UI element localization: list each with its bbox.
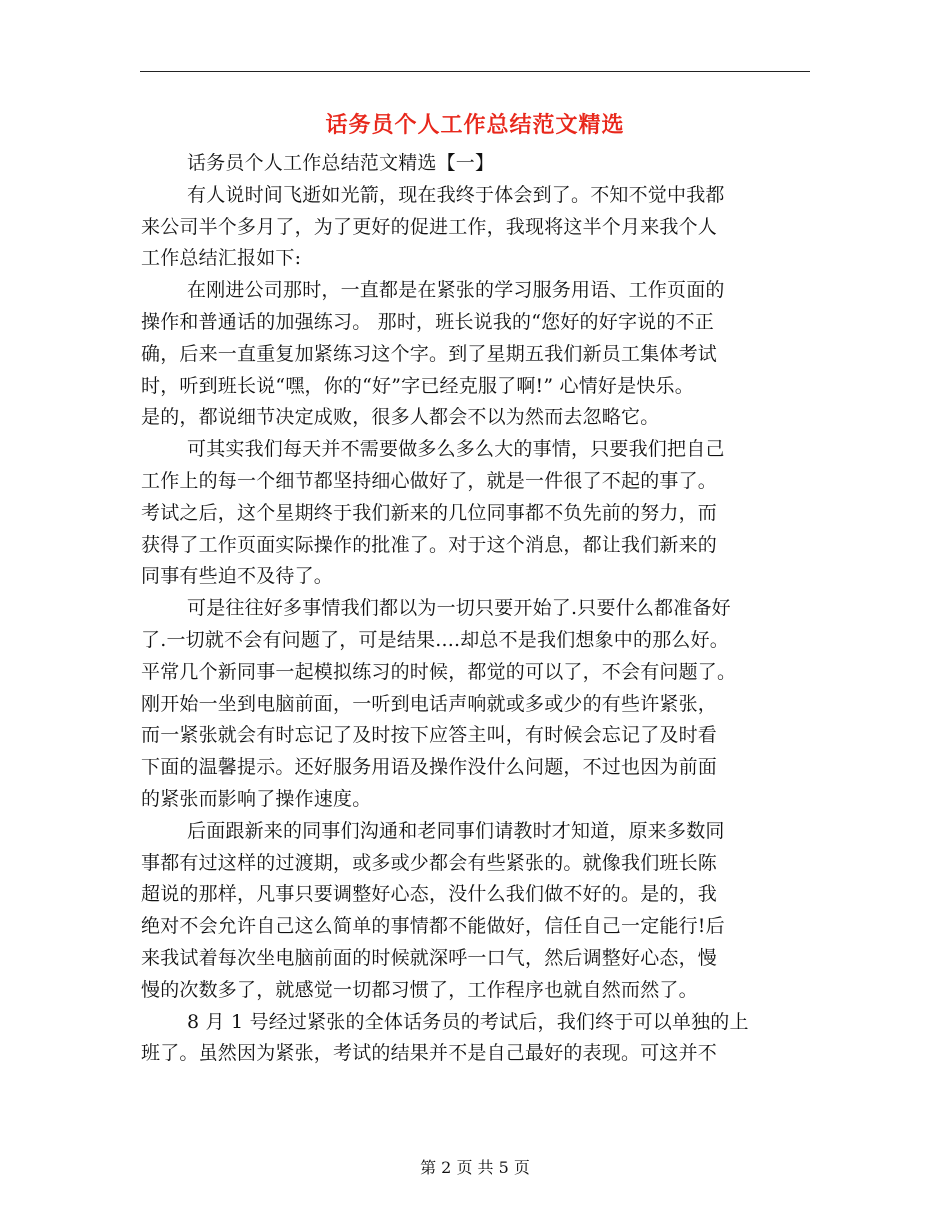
text-line: 绝对不会允许自己这么简单的事情都不能做好，信任自己一定能行!后	[141, 915, 725, 938]
text-line: 是的，都说细节决定成败，很多人都会不以为然而去忽略它。	[141, 406, 660, 429]
text-line: 班了。虽然因为紧张，考试的结果并不是自己最好的表现。可这并不	[141, 1042, 718, 1065]
text-line: 可其实我们每天并不需要做多么多么大的事情，只要我们把自己	[187, 438, 725, 461]
text-line: 时，听到班长说“嘿，你的“好”字已经克服了啊!” 心情好是快乐。	[141, 374, 694, 397]
text-line: 了.一切就不会有问题了，可是结果....却总不是我们想象中的那么好。	[141, 628, 729, 651]
text-line: 在刚进公司那时，一直都是在紧张的学习服务用语、工作页面的	[187, 279, 725, 302]
text-line: 来公司半个多月了，为了更好的促进工作，我现将这半个月来我个人	[141, 215, 718, 238]
text-line: 下面的温馨提示。还好服务用语及操作没什么问题，不过也因为前面	[141, 756, 718, 779]
text-line: 工作上的每一个细节都坚持细心做好了，就是一件很了不起的事了。	[141, 469, 718, 492]
text-line: 考试之后，这个星期终于我们新来的几位同事都不负先前的努力，而	[141, 501, 718, 524]
text-line: 后面跟新来的同事们沟通和老同事们请教时才知道，原来多数同	[187, 819, 725, 842]
text-line: 超说的那样，凡事只要调整好心态，没什么我们做不好的。是的，我	[141, 883, 718, 906]
text-line: 同事有些迫不及待了。	[141, 565, 334, 588]
text-line: 话务员个人工作总结范文精选【一】	[187, 152, 495, 174]
text-line: 工作总结汇报如下:	[141, 247, 302, 270]
header-rule	[140, 71, 810, 72]
text-line: 有人说时间飞逝如光箭，现在我终于体会到了。不知不觉中我都	[187, 183, 725, 206]
page-number-footer: 第 2 页 共 5 页	[420, 1158, 530, 1177]
text-line: 操作和普通话的加强练习。 那时，班长说我的“您好的好字说的不正	[141, 310, 714, 333]
text-line: 平常几个新同事一起模拟练习的时候，都觉的可以了，不会有问题了。	[141, 660, 737, 683]
text-line: 8 月 1 号经过紧张的全体话务员的考试后，我们终于可以单独的上	[187, 1010, 749, 1033]
text-line: 刚开始一坐到电脑前面，一听到电话声响就或多或少的有些许紧张，	[141, 692, 718, 715]
text-line: 可是往往好多事情我们都以为一切只要开始了.只要什么都准备好	[187, 597, 731, 620]
document-body	[141, 148, 811, 1070]
text-line: 而一紧张就会有时忘记了及时按下应答主叫，有时候会忘记了及时看	[141, 724, 718, 747]
text-line: 事都有过这样的过渡期，或多或少都会有些紧张的。就像我们班长陈	[141, 851, 718, 874]
text-line: 的紧张而影响了操作速度。	[141, 787, 372, 810]
text-line: 来我试着每次坐电脑前面的时候就深呼一口气，然后调整好心态，慢	[141, 946, 718, 969]
text-line: 获得了工作页面实际操作的批准了。对于这个消息，都让我们新来的	[141, 533, 718, 556]
text-line: 慢的次数多了，就感觉一切都习惯了，工作程序也就自然而然了。	[141, 978, 698, 1001]
document-title: 话务员个人工作总结范文精选	[325, 112, 625, 138]
text-line: 确，后来一直重复加紧练习这个字。到了星期五我们新员工集体考试	[141, 342, 718, 365]
